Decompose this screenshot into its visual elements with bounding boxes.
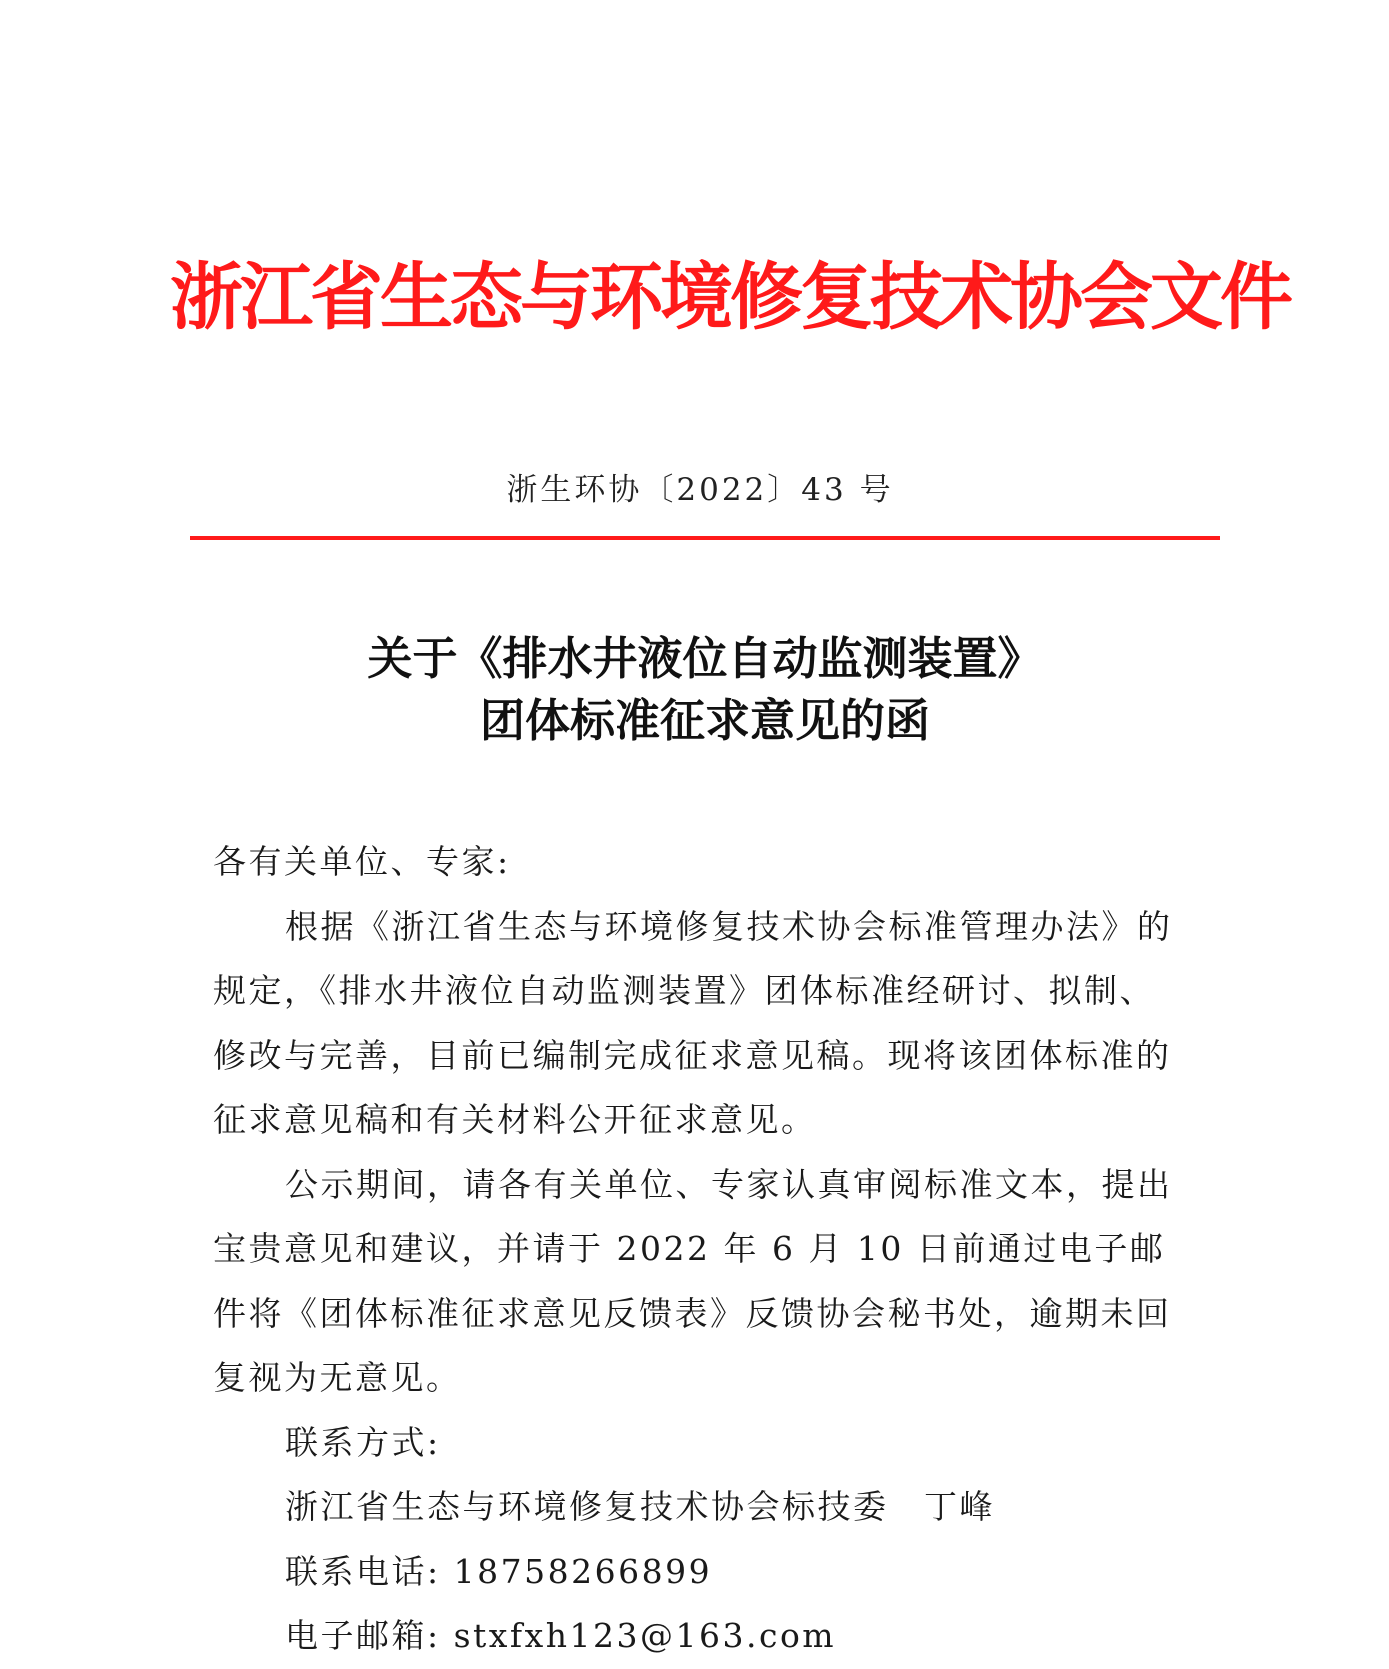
organization-title: 浙江省生态与环境修复技术协会文件 [170, 255, 1290, 340]
letter-body [213, 830, 1183, 1669]
red-divider-line [190, 536, 1220, 540]
body-paragraph-2: 公示期间，请各有关单位、专家认真审阅标准文本，提出宝贵意见和建议，并请于 2022 年 6 月 10 日前通过电子邮件将《团体标准征求意见反馈表》反馈协会秘书处，逾期未回复视为无意见。 [213, 1164, 1173, 1397]
salutation: 各有关单位、专家: [213, 842, 511, 881]
letter-subject [190, 628, 1220, 752]
contact-heading: 联系方式: [285, 1422, 441, 1462]
subject-line-2: 团体标准征求意见的函 [479, 694, 930, 747]
contact-phone: 联系电话: 18758266899 [285, 1551, 713, 1591]
contact-email: 电子邮箱: stxfxh123@163.com [285, 1616, 837, 1655]
subject-line-1: 关于《排水井液位自动监测装置》 [367, 632, 1043, 685]
body-paragraph-1: 根据《浙江省生态与环境修复技术协会标准管理办法》的规定，《排水井液位自动监测装置》团体标准经研讨、拟制、修改与完善，目前已编制完成征求意见稿。现将该团体标准的征求意见稿和有关材料公开征求意见。 [213, 906, 1173, 1139]
contact-org-person: 浙江省生态与环境修复技术协会标技委 丁峰 [285, 1487, 995, 1526]
document-number: 浙生环协〔2022〕43 号 [506, 472, 894, 508]
